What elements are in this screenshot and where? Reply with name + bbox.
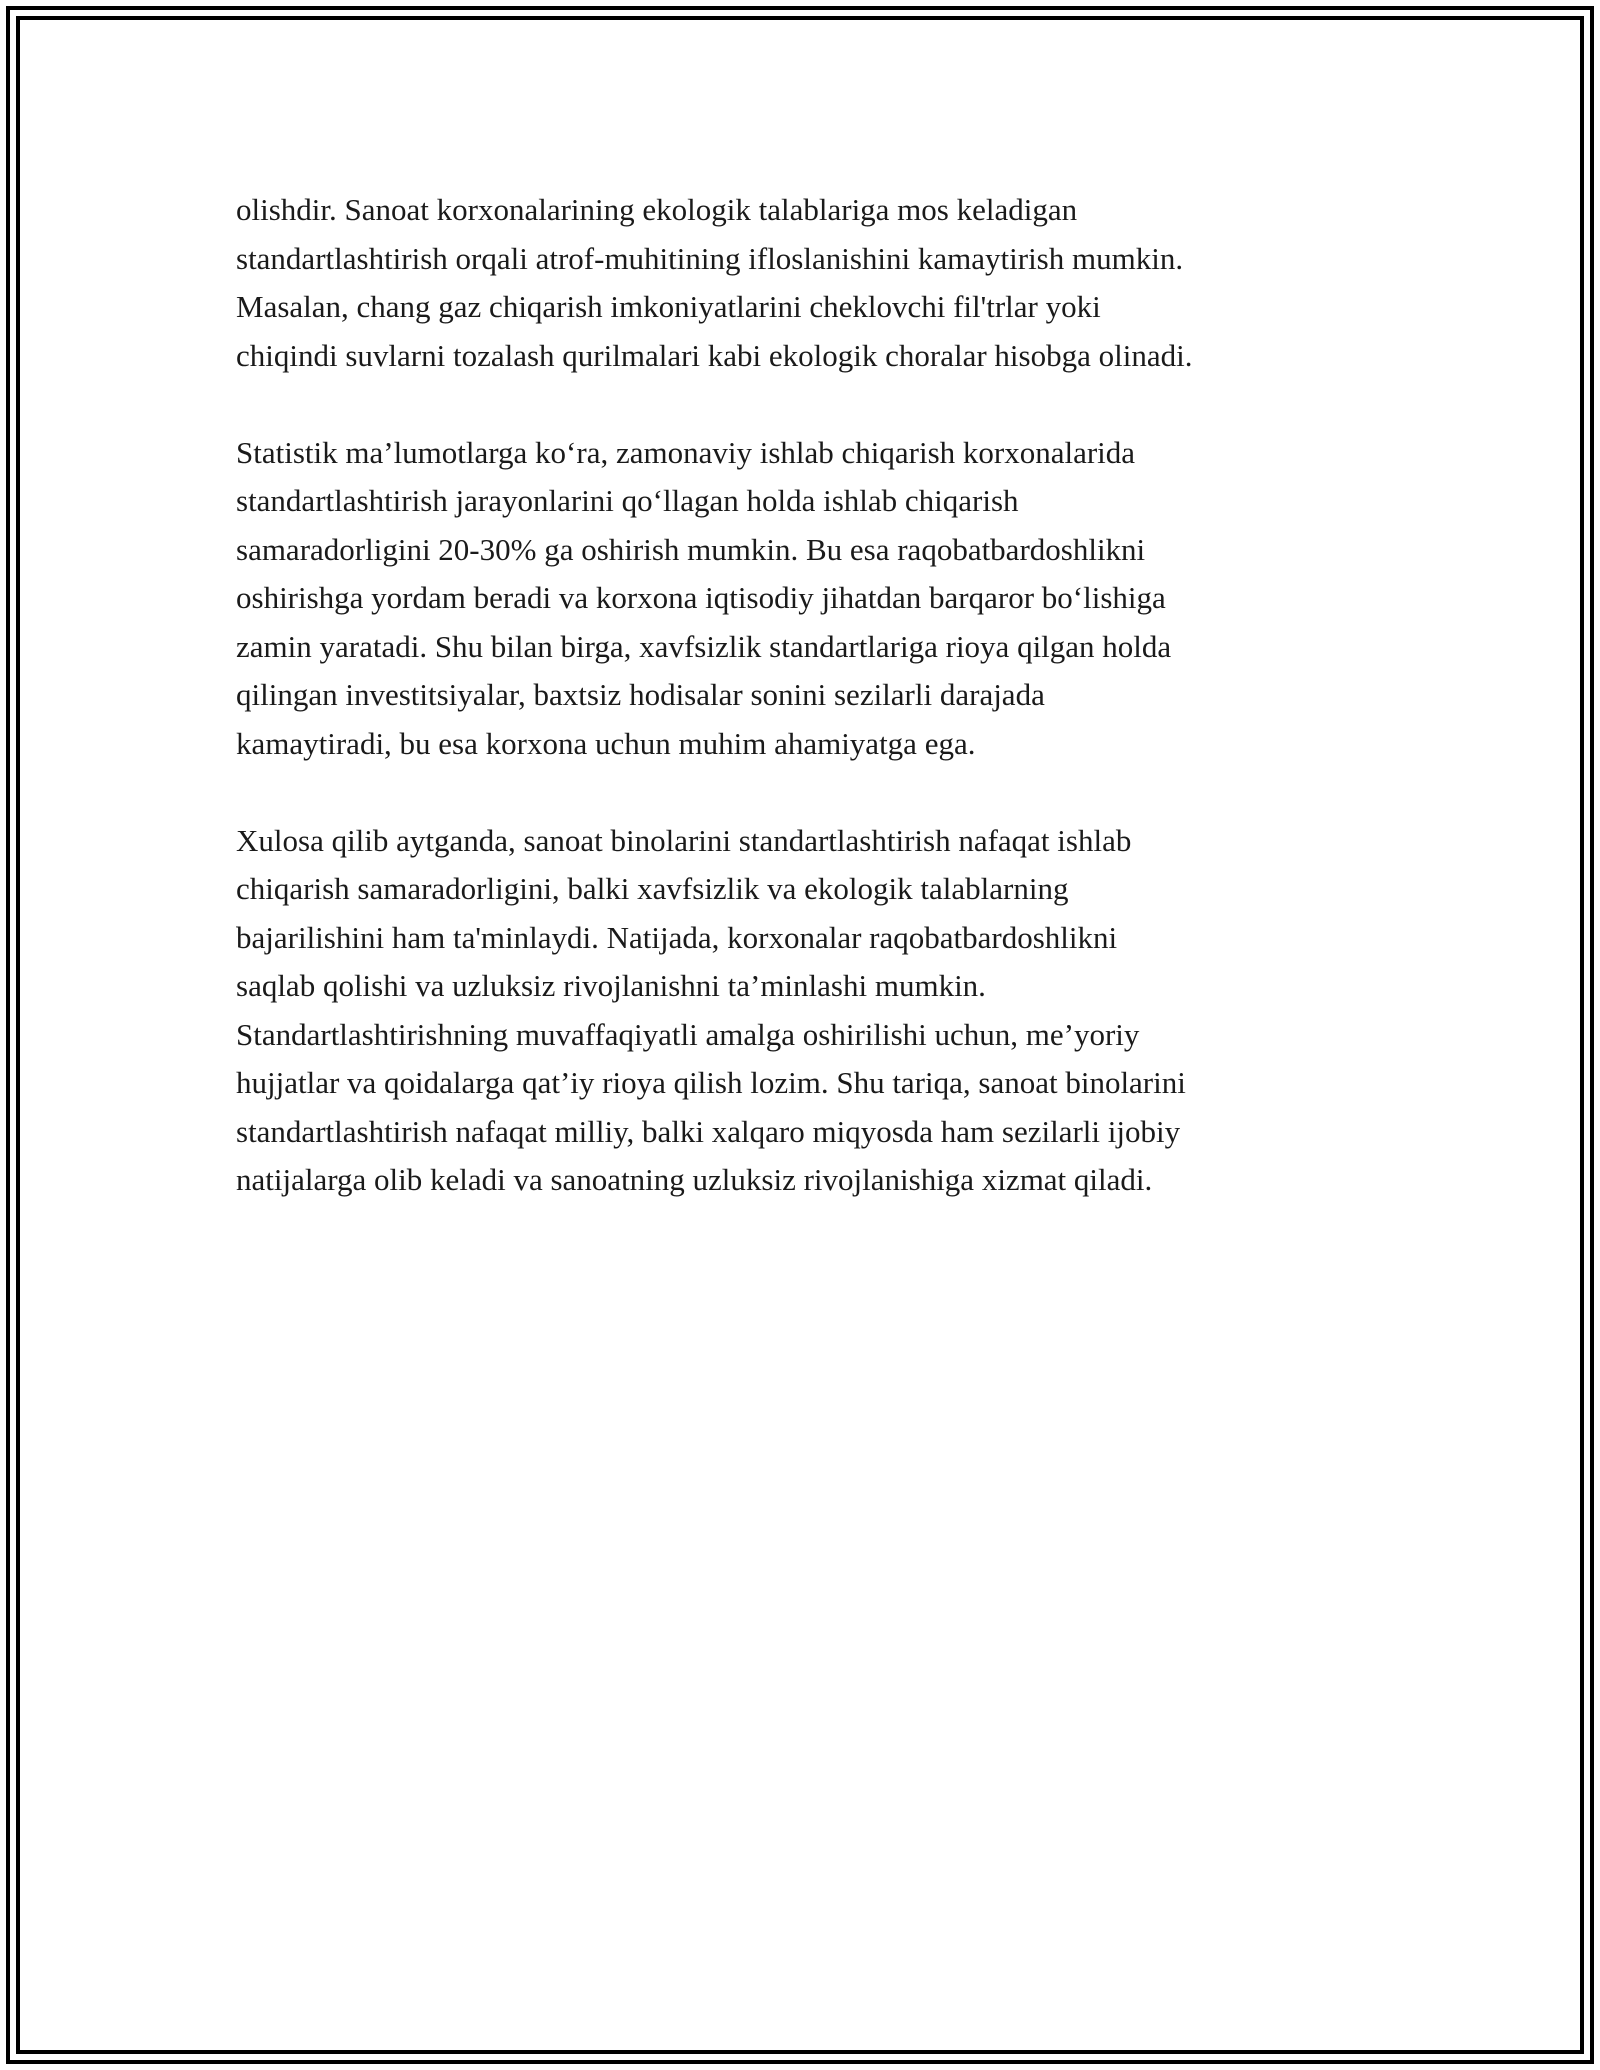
text-line: Masalan, chang gaz chiqarish imkoniyatlarini cheklovchi fil'trlar yoki: [236, 289, 1101, 324]
paragraph-3: [236, 817, 1386, 1205]
text-line: bajarilishini ham ta'minlaydi. Natijada, korxonalar raqobatbardoshlikni: [236, 919, 1118, 955]
text-line: qilingan investitsiyalar, baxtsiz hodisalar sonini sezilarli darajada: [236, 677, 1045, 712]
text-line: standartlashtirish nafaqat milliy, balki xalqaro miqyosda ham sezilarli ijobiy: [236, 1113, 1181, 1149]
text-line: chiqarish samaradorligini, balki xavfsizlik va ekologik talablarning: [236, 871, 1069, 906]
text-line: standartlashtirish jarayonlarini qo‘llagan holda ishlab chiqarish: [236, 483, 1019, 518]
document-body: [236, 186, 1386, 1253]
text-line: kamaytiradi, bu esa korxona uchun muhim ahamiyatga ega.: [236, 725, 976, 761]
text-line: hujjatlar va qoidalarga qat’iy rioya qilish lozim. Shu tariqa, sanoat binolarini: [236, 1065, 1186, 1100]
text-line: Standartlashtirishning muvaffaqiyatli amalga oshirilishi uchun, me’yoriy: [236, 1016, 1140, 1052]
text-line: chiqindi suvlarni tozalash qurilmalari kabi ekologik choralar hisobga olinadi.: [236, 337, 1193, 373]
text-line: standartlashtirish orqali atrof-muhitining ifloslanishini kamaytirish mumkin.: [236, 240, 1184, 276]
text-line: saqlab qolishi va uzluksiz rivojlanishni ta’minlashi mumkin.: [236, 968, 986, 1003]
paragraph-2: [236, 429, 1386, 769]
text-line: oshirishga yordam beradi va korxona iqtisodiy jihatdan barqaror bo‘lishiga: [236, 580, 1166, 615]
paragraph-1: [236, 186, 1386, 380]
text-line: samaradorligini 20-30% ga oshirish mumkin. Bu esa raqobatbardoshlikni: [236, 531, 1146, 567]
text-line: Statistik ma’lumotlarga ko‘ra, zamonaviy ishlab chiqarish korxonalarida: [236, 434, 1136, 470]
text-line: natijalarga olib keladi va sanoatning uzluksiz rivojlanishiga xizmat qiladi.: [236, 1162, 1153, 1197]
text-line: Xulosa qilib aytganda, sanoat binolarini standartlashtirish nafaqat ishlab: [236, 822, 1132, 858]
text-line: olishdir. Sanoat korxonalarining ekologik talablariga mos keladigan: [236, 192, 1078, 227]
text-line: zamin yaratadi. Shu bilan birga, xavfsizlik standartlariga rioya qilgan holda: [236, 628, 1172, 664]
